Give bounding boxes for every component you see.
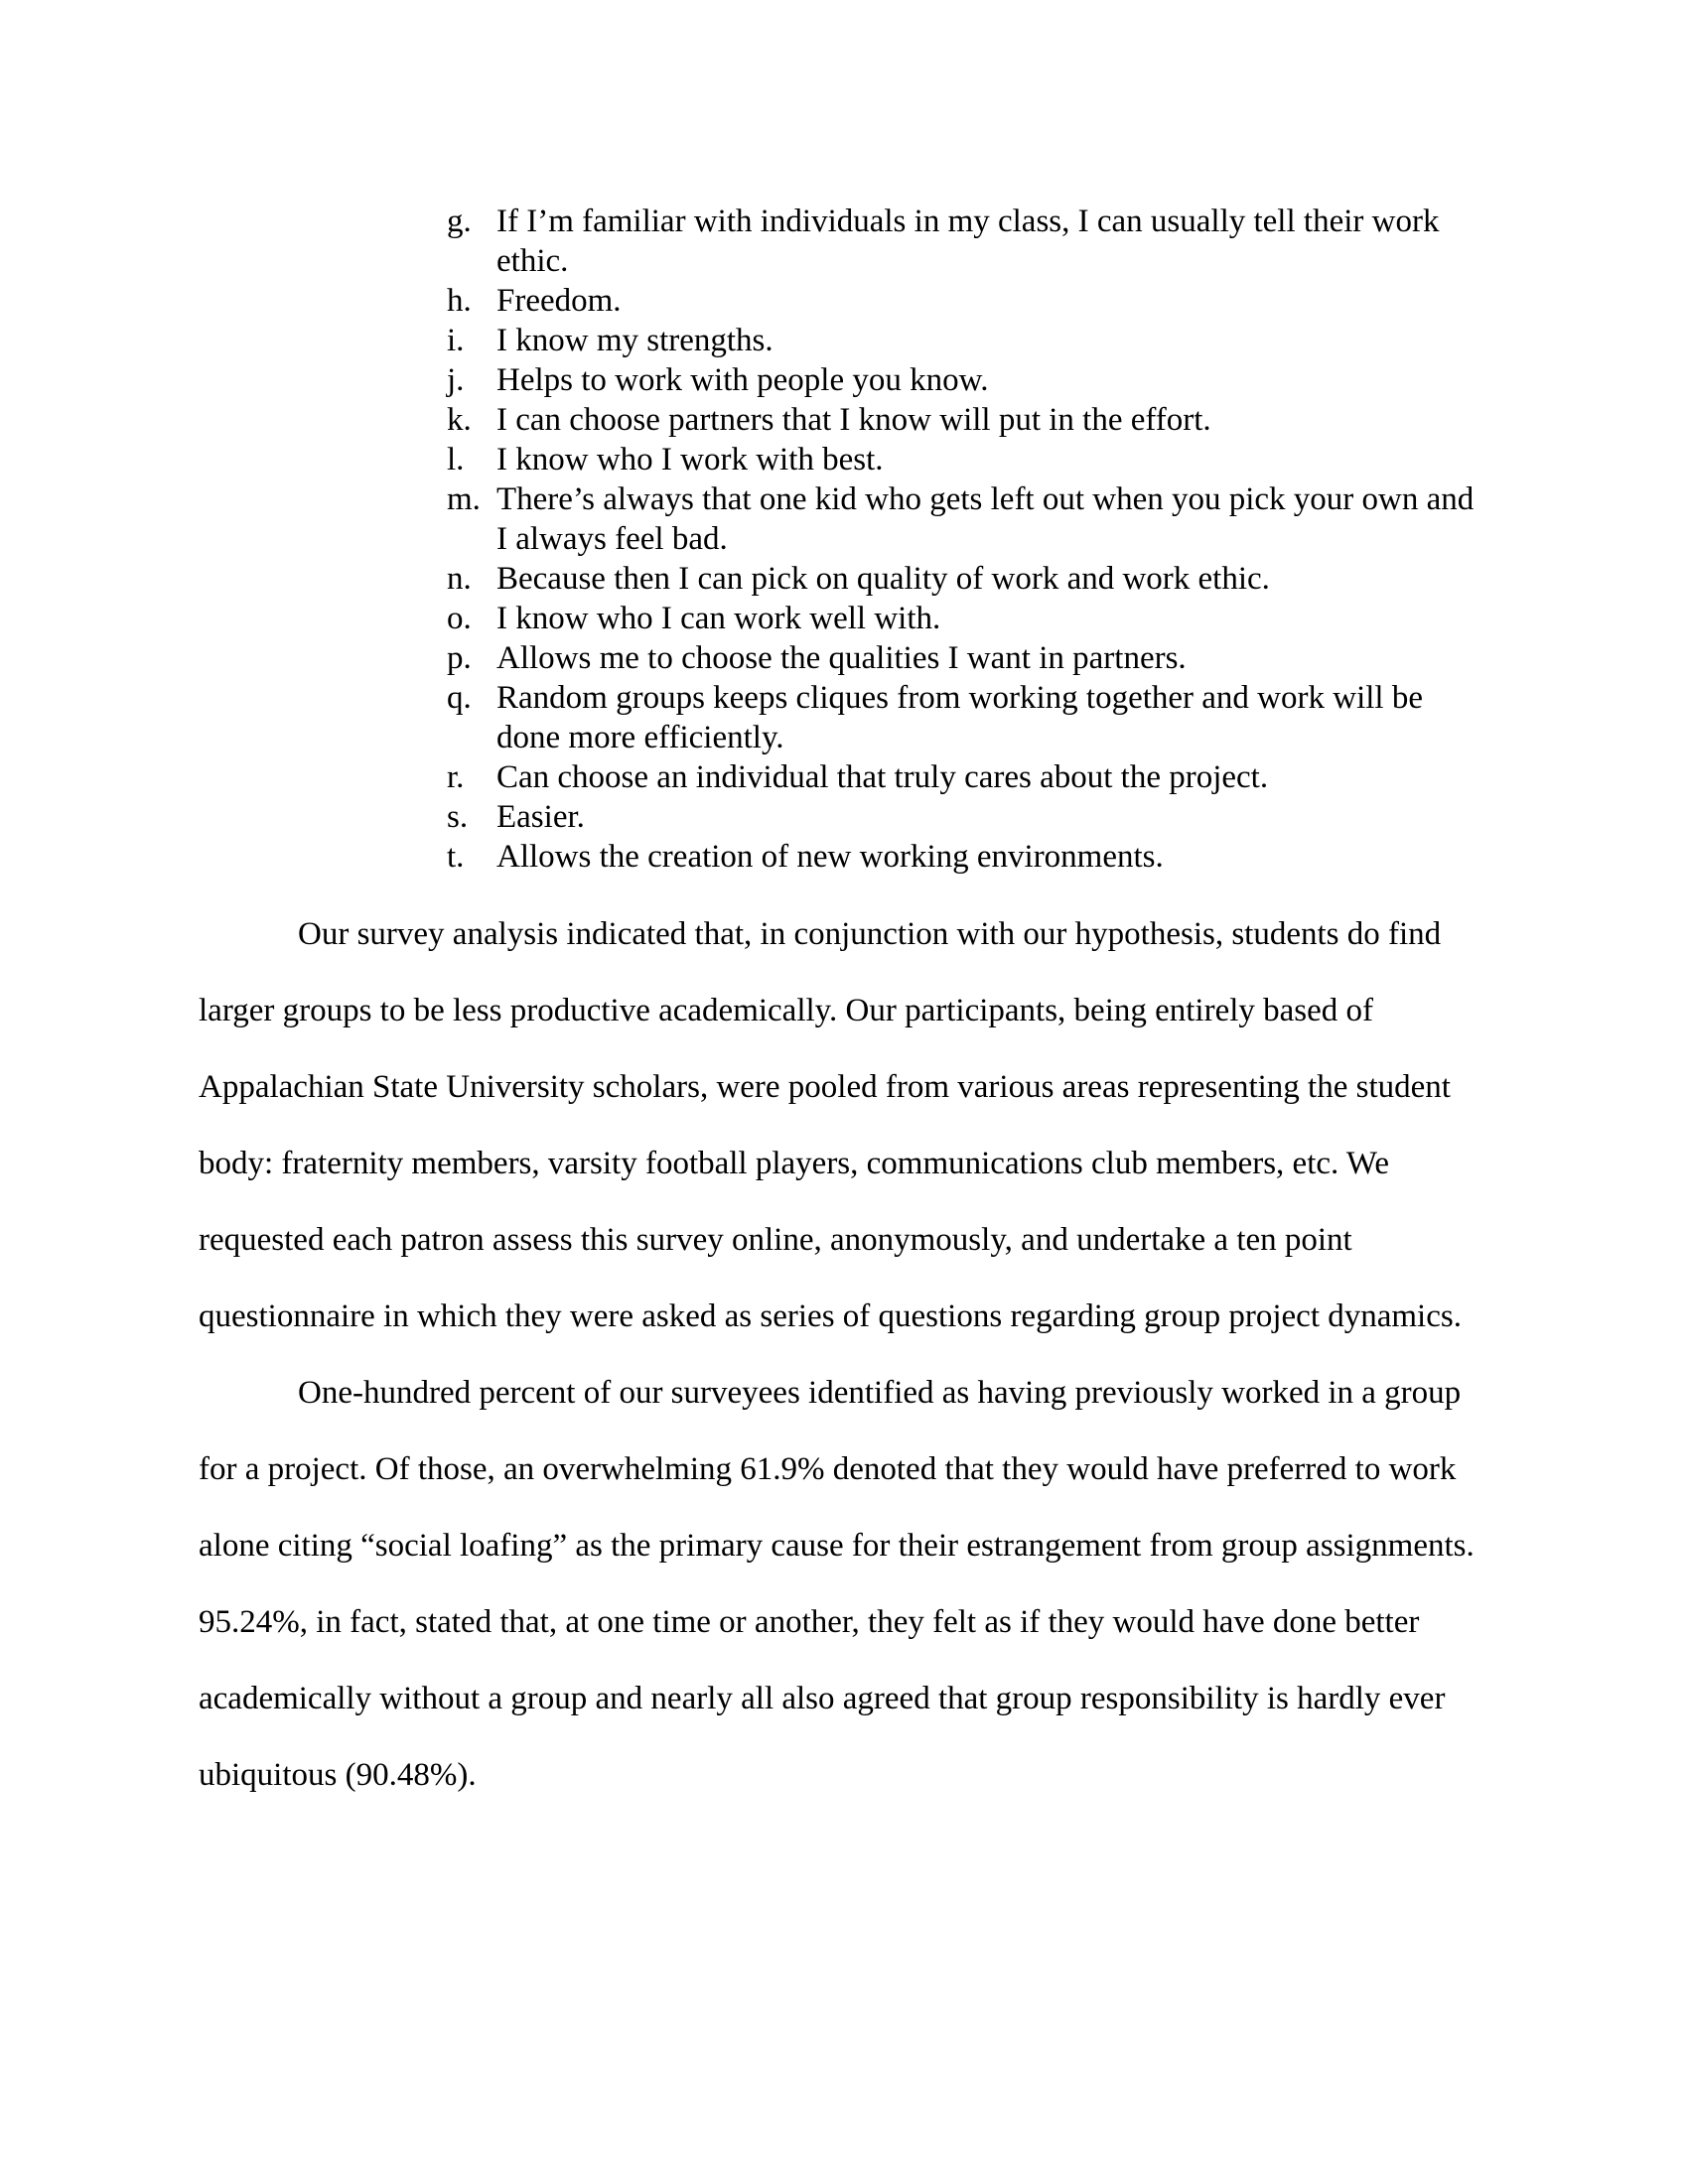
list-item-text: Allows the creation of new working environments. xyxy=(496,839,1164,875)
list-item-marker: l. xyxy=(447,442,465,478)
list-item xyxy=(447,757,1489,797)
list-item xyxy=(447,638,1489,678)
list-item xyxy=(447,321,1489,360)
list-item xyxy=(447,599,1489,638)
list-item-marker: q. xyxy=(447,680,472,716)
list-item-marker: g. xyxy=(447,204,472,239)
list-item xyxy=(447,202,1489,281)
list-item-text: Allows me to choose the qualities I want in partners. xyxy=(496,640,1187,676)
list-item-text: I know my strengths. xyxy=(496,323,774,358)
list-item xyxy=(447,281,1489,321)
list-item-marker: t. xyxy=(447,839,465,875)
list-item-text: Can choose an individual that truly cares about the project. xyxy=(496,759,1269,795)
list-item-text: I know who I work with best. xyxy=(496,442,884,478)
list-item-text: Helps to work with people you know. xyxy=(496,362,989,398)
paragraph-survey-analysis: Our survey analysis indicated that, in conjunction with our hypothesis, students do find larger groups to be less productive academically. Our participants, being entirely based of Appalachian State University scholars, were pooled from various areas representing the student body: fraternity members, varsity football players, communications club members, etc. We requested each patron assess this survey online, anonymously, and undertake a ten point questionnaire in which they were asked as series of questions regarding group project dynamics. xyxy=(199,916,1462,1334)
list-item-marker: m. xyxy=(447,481,481,517)
list-item-marker: o. xyxy=(447,601,472,636)
lettered-list xyxy=(199,202,1489,877)
list-item xyxy=(447,440,1489,479)
list-item xyxy=(447,559,1489,599)
paragraph-survey-results: One-hundred percent of our surveyees identified as having previously worked in a group for a project. Of those, an overwhelming 61.9% denoted that they would have preferred to work alone citing “social loafing” as the primary cause for their estrangement from group assignments. 95.24%, in fact, stated that, at one time or another, they felt as if they would have done better academically without a group and nearly all also agreed that group responsibility is hardly ever ubiquitous (90.48%). xyxy=(199,1375,1475,1793)
list-item-marker: j. xyxy=(447,362,465,398)
list-item-marker: h. xyxy=(447,283,472,319)
list-item xyxy=(447,479,1489,559)
list-item-text: If I’m familiar with individuals in my class, I can usually tell their work ethic. xyxy=(496,204,1440,279)
list-item xyxy=(447,400,1489,440)
list-item-marker: p. xyxy=(447,640,472,676)
list-item-marker: i. xyxy=(447,323,465,358)
list-item xyxy=(447,797,1489,837)
list-item-text: Freedom. xyxy=(496,283,622,319)
list-item-marker: r. xyxy=(447,759,465,795)
list-item-text: I know who I can work well with. xyxy=(496,601,941,636)
document-content xyxy=(199,202,1489,1814)
list-item-text: I can choose partners that I know will put in the effort. xyxy=(496,402,1211,438)
list-item xyxy=(447,360,1489,400)
list-item-marker: n. xyxy=(447,561,472,597)
list-item-text: There’s always that one kid who gets left out when you pick your own and I always feel bad. xyxy=(496,481,1475,557)
list-item-marker: s. xyxy=(447,799,469,835)
list-item-text: Random groups keeps cliques from working together and work will be done more efficiently. xyxy=(496,680,1423,755)
list-item-text: Because then I can pick on quality of work and work ethic. xyxy=(496,561,1270,597)
list-item xyxy=(447,678,1489,757)
list-item-text: Easier. xyxy=(496,799,585,835)
list-item xyxy=(447,837,1489,877)
list-item-marker: k. xyxy=(447,402,472,438)
